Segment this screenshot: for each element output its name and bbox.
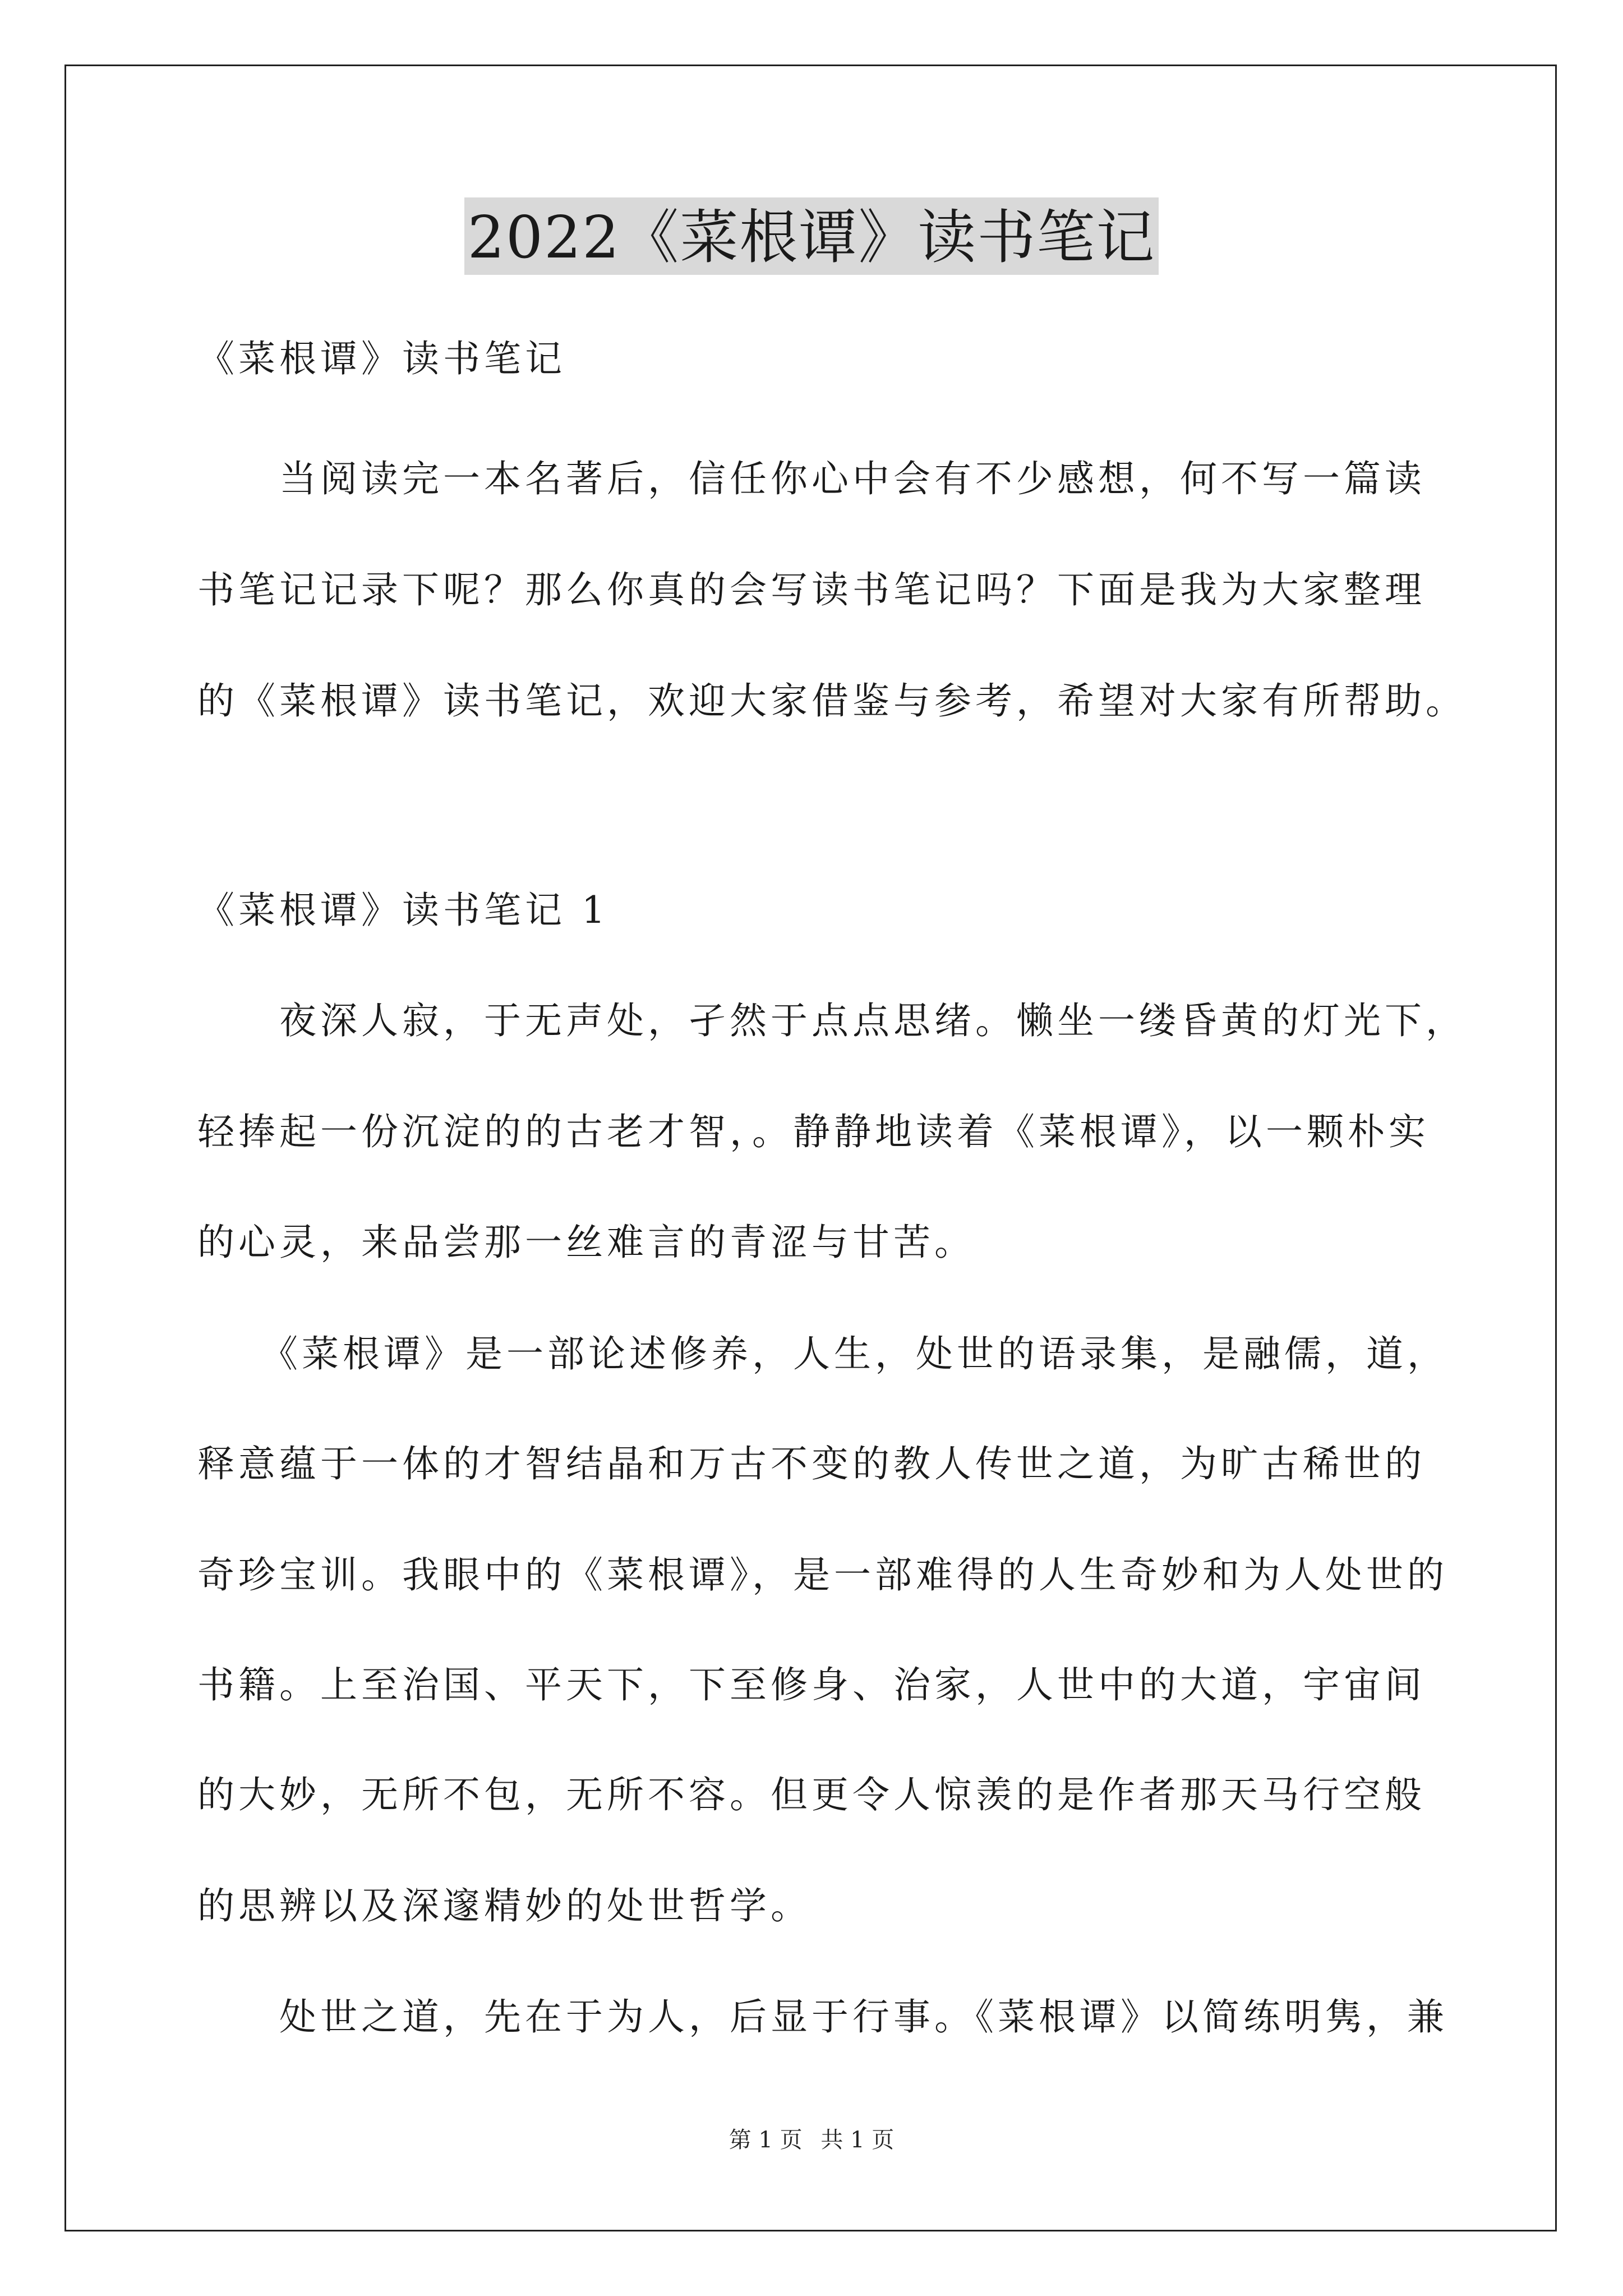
paragraph-line: 书笔记记录下呢？那么你真的会写读书笔记吗？下面是我为大家整理 bbox=[197, 568, 1426, 611]
paragraph-line: 的思辨以及深邃精妙的处世哲学。 bbox=[197, 1884, 811, 1927]
title-container bbox=[0, 197, 1623, 275]
paragraph-line: 的《菜根谭》读书笔记，欢迎大家借鉴与参考，希望对大家有所帮助。 bbox=[197, 679, 1467, 723]
section-heading: 《菜根谭》读书笔记 bbox=[197, 337, 566, 380]
paragraph-line: 的大妙，无所不包，无所不容。但更令人惊羡的是作者那天马行空般 bbox=[197, 1773, 1426, 1816]
paragraph-line: 的心灵，来品尝那一丝难言的青涩与甘苦。 bbox=[197, 1221, 975, 1264]
paragraph-line: 处世之道，先在于为人，后显于行事。《菜根谭》以简练明隽，兼 bbox=[197, 1995, 1448, 2039]
section-heading: 《菜根谭》读书笔记 1 bbox=[197, 889, 609, 932]
paragraph-line: 轻捧起一份沉淀的的古老才智，。静静地读着《菜根谭》，以一颗朴实 bbox=[197, 1110, 1430, 1153]
paragraph-line: 《菜根谭》是一部论述修养，人生，处世的语录集，是融儒，道， bbox=[197, 1332, 1448, 1375]
paragraph-line: 夜深人寂，于无声处，孑然于点点思绪。懒坐一缕昏黄的灯光下， bbox=[197, 999, 1467, 1042]
page-number-total: 共 1 页 bbox=[820, 2127, 895, 2153]
paragraph-line: 奇珍宝训。我眼中的《菜根谭》，是一部难得的人生奇妙和为人处世的 bbox=[197, 1553, 1448, 1596]
document-title: 2022《菜根谭》读书笔记 bbox=[464, 197, 1159, 275]
paragraph-line: 书籍。上至治国、平天下，下至修身、治家，人世中的大道，宇宙间 bbox=[197, 1663, 1426, 1706]
paragraph-line: 释意蕴于一体的才智结晶和万古不变的教人传世之道，为旷古稀世的 bbox=[197, 1442, 1426, 1485]
page-footer bbox=[0, 2126, 1623, 2154]
paragraph-line: 当阅读完一本名著后，信任你心中会有不少感想，何不写一篇读 bbox=[197, 457, 1426, 500]
page-number-current: 第 1 页 bbox=[728, 2127, 803, 2153]
